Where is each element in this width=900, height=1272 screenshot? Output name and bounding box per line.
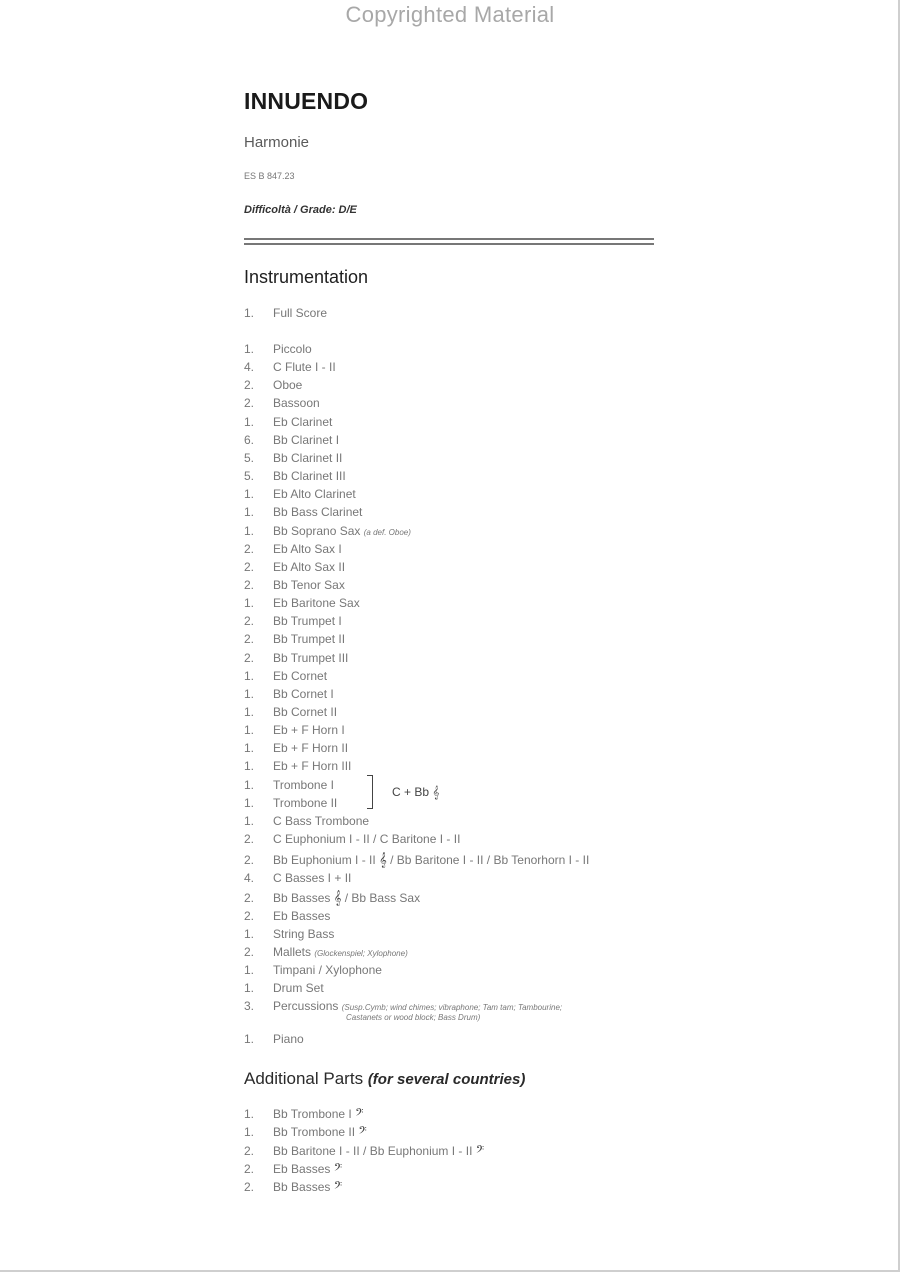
quantity: 4. <box>244 360 255 374</box>
instrument-row <box>244 468 346 484</box>
quantity: 6. <box>244 433 255 447</box>
instrument-row <box>244 613 342 629</box>
part-name: String Bass <box>273 927 335 941</box>
part-name: Bb Tenor Sax <box>273 578 345 592</box>
difficulty-grade: Difficoltà / Grade: D/E <box>244 204 357 216</box>
quantity: 2. <box>244 651 255 665</box>
quantity: 1. <box>244 1032 255 1046</box>
subtitle: Harmonie <box>244 134 310 151</box>
part-name: C Basses I + II <box>273 871 352 885</box>
part-name: Piano <box>273 1032 304 1046</box>
part-name: Bb Basses <box>273 891 331 905</box>
instrument-row <box>244 504 362 520</box>
instrument-row <box>244 1124 367 1140</box>
quantity: 1. <box>244 1125 255 1139</box>
part-name: Trombone II <box>273 796 338 810</box>
instrument-row <box>244 650 348 666</box>
part-name: Eb Alto Sax I <box>273 542 342 556</box>
part-name: Eb Clarinet <box>273 415 333 429</box>
quantity: 2. <box>244 632 255 646</box>
quantity: 2. <box>244 832 255 846</box>
part-name: Oboe <box>273 378 303 392</box>
instrument-row <box>244 890 420 906</box>
part-name: C Flute I - II <box>273 360 336 374</box>
part-name: Bb Trumpet I <box>273 614 342 628</box>
instrument-row <box>244 908 330 924</box>
instrument-row <box>244 795 337 811</box>
quantity: 1. <box>244 723 255 737</box>
instrument-row <box>244 359 336 375</box>
catalog-code: ES B 847.23 <box>244 171 295 181</box>
instrument-row <box>244 870 351 886</box>
quantity: 1. <box>244 669 255 683</box>
part-name: Bassoon <box>273 396 320 410</box>
instrument-row <box>244 926 334 942</box>
quantity: 5. <box>244 469 255 483</box>
part-name: Mallets <box>273 945 312 959</box>
quantity: 1. <box>244 687 255 701</box>
instrument-row <box>244 541 342 557</box>
part-note: (a def. Oboe) <box>363 528 411 537</box>
quantity: 2. <box>244 614 255 628</box>
quantity: 2. <box>244 853 255 867</box>
quantity: 2. <box>244 1144 255 1158</box>
clef-icon: 𝄢 <box>358 1124 367 1139</box>
trombone-bracket <box>367 775 373 809</box>
instrument-row <box>244 962 382 978</box>
instrument-row <box>244 450 342 466</box>
copyright-watermark: Copyrighted Material <box>345 2 555 27</box>
instrumentation-heading: Instrumentation <box>244 267 369 287</box>
part-name: Bb Trombone II <box>273 1125 356 1139</box>
part-name: Bb Bass Clarinet <box>273 505 363 519</box>
clef-icon: 𝄢 <box>333 1179 343 1194</box>
clef-icon: 𝄞 <box>379 852 387 867</box>
part-name: Eb Baritone Sax <box>273 596 360 610</box>
part-name: Eb + F Horn III <box>273 759 352 773</box>
quantity: 1. <box>244 741 255 755</box>
instrument-row <box>244 559 345 575</box>
instrument-row <box>244 631 345 647</box>
quantity: 2. <box>244 909 255 923</box>
quantity: 3. <box>244 999 255 1013</box>
quantity: 1. <box>244 981 255 995</box>
part-name: Eb Basses <box>273 909 331 923</box>
quantity: 2. <box>244 945 255 959</box>
part-name: Bb Cornet II <box>273 705 338 719</box>
quantity: 1. <box>244 596 255 610</box>
clef-icon: 𝄢 <box>333 1161 343 1176</box>
quantity: 1. <box>244 487 255 501</box>
instrument-row <box>244 944 408 960</box>
part-name: Percussions <box>273 999 339 1013</box>
instrument-row <box>244 1106 363 1122</box>
quantity: 1. <box>244 927 255 941</box>
part-note: (Susp.Cymb; wind chimes; vibraphone; Tam tam; Tambourine; <box>341 1003 563 1012</box>
instrument-row <box>244 432 339 448</box>
part-name: Timpani / Xylophone <box>273 963 382 977</box>
quantity: 5. <box>244 451 255 465</box>
divider-top <box>244 238 654 240</box>
part-name: Bb Baritone I - II / Bb Euphonium I - II <box>273 1144 473 1158</box>
part-name: Bb Cornet I <box>273 687 334 701</box>
quantity: 1. <box>244 963 255 977</box>
part-name: Full Score <box>273 306 328 320</box>
quantity: 1. <box>244 342 255 356</box>
part-name: Bb Soprano Sax <box>273 524 361 538</box>
part-name: Eb Basses <box>273 1162 331 1176</box>
instrument-row <box>244 414 332 430</box>
quantity: 1. <box>244 505 255 519</box>
part-name: Bb Trumpet II <box>273 632 346 646</box>
part-name: Bb Trombone I <box>273 1107 352 1121</box>
additional-parts-note: (for several countries) <box>367 1071 526 1088</box>
quantity: 2. <box>244 396 255 410</box>
quantity: 4. <box>244 871 255 885</box>
instrument-row <box>244 777 334 793</box>
instrument-row <box>244 595 360 611</box>
quantity: 2. <box>244 560 255 574</box>
quantity: 1. <box>244 1107 255 1121</box>
instrument-row <box>244 377 302 393</box>
instrument-row <box>244 831 460 847</box>
part-name: C Euphonium I - II / C Baritone I - II <box>273 832 461 846</box>
part-name-rest: / Bb Baritone I - II / Bb Tenorhorn I - II <box>386 853 590 867</box>
instrument-row <box>244 341 312 357</box>
part-name: Bb Clarinet II <box>273 451 343 465</box>
quantity: 1. <box>244 814 255 828</box>
part-name: Eb Cornet <box>273 669 328 683</box>
quantity: 2. <box>244 542 255 556</box>
instrument-row <box>244 998 562 1014</box>
percussion-note-continued: Castanets or wood block; Bass Drum) <box>346 1013 481 1022</box>
instrument-row <box>244 722 345 738</box>
part-name: Bb Basses <box>273 1180 331 1194</box>
quantity: 1. <box>244 705 255 719</box>
quantity: 1. <box>244 796 255 810</box>
part-name: Bb Euphonium I - II <box>273 853 376 867</box>
part-name-rest: / Bb Bass Sax <box>341 891 421 905</box>
part-name: Bb Trumpet III <box>273 651 349 665</box>
instrument-row <box>244 813 369 829</box>
part-note: (Glockenspiel; Xylophone) <box>314 949 408 958</box>
part-name: Trombone I <box>273 778 334 792</box>
instrument-row <box>244 1143 484 1159</box>
page-title: INNUENDO <box>244 88 369 114</box>
instrument-row <box>244 577 345 593</box>
quantity: 1. <box>244 415 255 429</box>
part-name: Eb + F Horn II <box>273 741 349 755</box>
instrument-row <box>244 523 411 539</box>
quantity: 1. <box>244 524 255 538</box>
part-name: Eb Alto Sax II <box>273 560 346 574</box>
additional-parts-title: Additional Parts <box>244 1069 364 1088</box>
quantity: 2. <box>244 1180 255 1194</box>
instrument-row <box>244 740 348 756</box>
divider-bottom <box>244 243 654 245</box>
additional-parts-heading <box>244 1069 525 1089</box>
part-name: Eb Alto Clarinet <box>273 487 356 501</box>
instrument-row <box>244 1031 304 1047</box>
instrument-row <box>244 852 589 868</box>
part-name: Bb Clarinet I <box>273 433 340 447</box>
trombone-bracket-label: C + Bb 𝄞 <box>392 785 440 799</box>
instrument-row <box>244 1179 342 1195</box>
instrument-row <box>244 1161 342 1177</box>
part-name: Drum Set <box>273 981 324 995</box>
clef-icon: 𝄢 <box>355 1106 364 1121</box>
instrument-row <box>244 395 320 411</box>
instrument-row <box>244 758 351 774</box>
full-score-row <box>244 305 327 321</box>
instrument-row <box>244 704 337 720</box>
part-name: Piccolo <box>273 342 312 356</box>
quantity: 1. <box>244 778 255 792</box>
quantity: 2. <box>244 1162 255 1176</box>
clef-icon: 𝄞 <box>333 890 342 905</box>
instrument-row <box>244 686 334 702</box>
instrument-row <box>244 980 324 996</box>
quantity: 2. <box>244 378 255 392</box>
quantity: 1. <box>244 759 255 773</box>
quantity: 1. <box>244 306 255 320</box>
part-name: Bb Clarinet III <box>273 469 346 483</box>
instrument-row <box>244 486 356 502</box>
instrument-row <box>244 668 327 684</box>
quantity: 2. <box>244 578 255 592</box>
clef-icon: 𝄢 <box>475 1143 485 1158</box>
part-name: Eb + F Horn I <box>273 723 345 737</box>
quantity: 2. <box>244 891 255 905</box>
part-name: C Bass Trombone <box>273 814 370 828</box>
